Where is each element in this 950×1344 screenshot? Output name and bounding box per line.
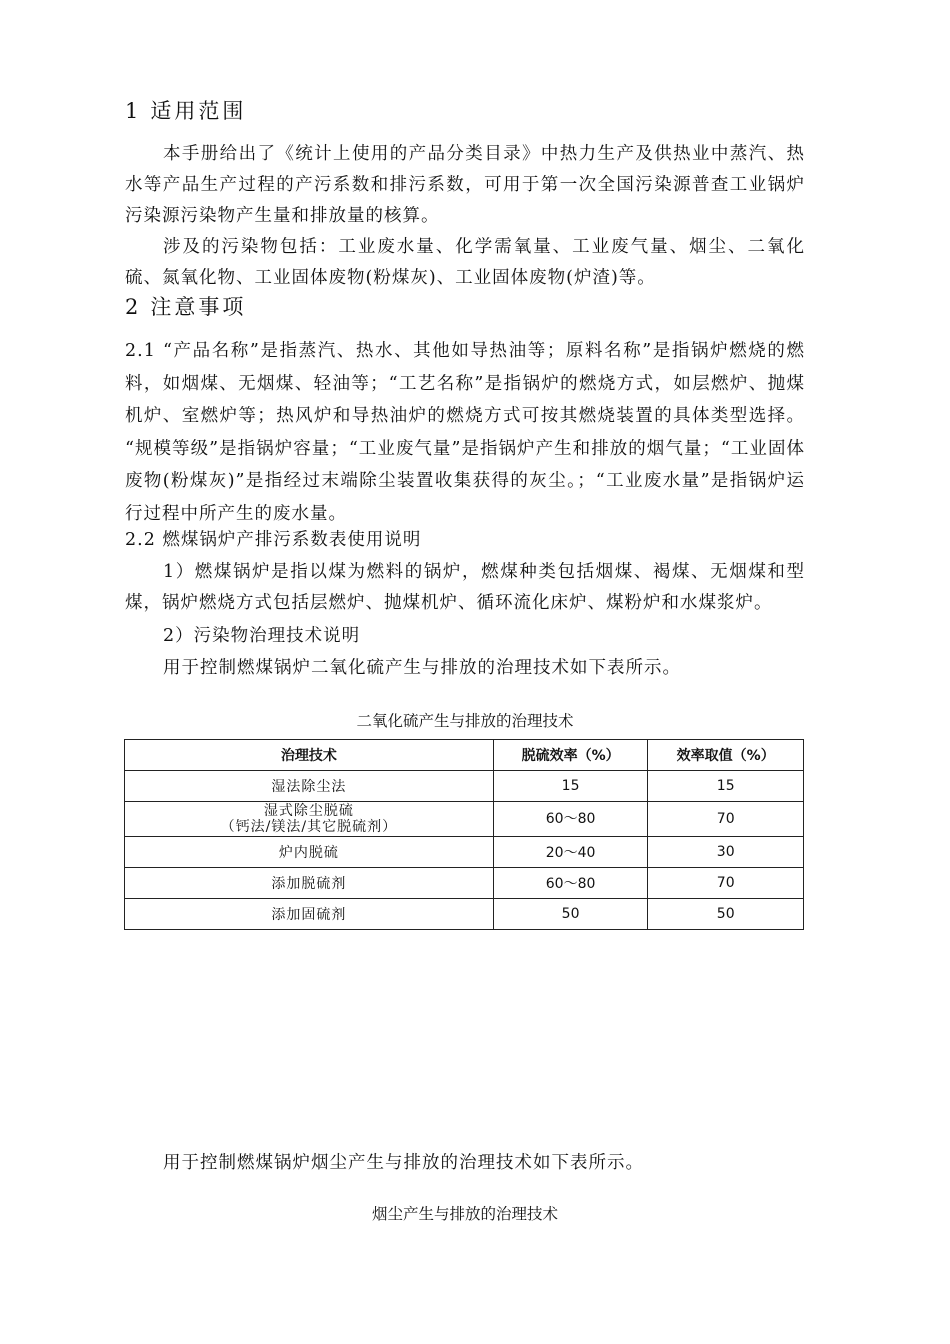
- treatment-name: 炉内脱硫: [125, 837, 494, 868]
- table-1-caption: 二氧化硫产生与排放的治理技术: [356, 712, 574, 730]
- section-2-2-heading: 2.2 燃煤锅炉产排污系数表使用说明: [125, 530, 422, 550]
- header-efficiency: 脱硫效率（%）: [493, 740, 648, 771]
- treatment-name-detail: （钙法/镁法/其它脱硫剂）: [220, 819, 398, 835]
- table-row: [125, 771, 804, 802]
- section-1-title: 适用范围: [150, 99, 247, 123]
- table-1-intro: 用于控制燃煤锅炉二氧化硫产生与排放的治理技术如下表所示。: [163, 658, 681, 678]
- section-2-number: 2: [125, 295, 139, 319]
- table-row: [125, 802, 804, 837]
- section-2-heading: [125, 294, 246, 320]
- treatment-name: 湿法除尘法: [125, 771, 494, 802]
- table-2-caption: 烟尘产生与排放的治理技术: [371, 1205, 558, 1223]
- treatment-name: 添加固硫剂: [125, 899, 494, 930]
- value-cell: 70: [648, 802, 804, 837]
- table-row: [125, 837, 804, 868]
- sulfur-dioxide-treatment-table: [124, 739, 804, 930]
- section-1-paragraph-2: 涉及的污染物包括：工业废水量、化学需氧量、工业废气量、烟尘、二氧化硫、氮氧化物、工业固体废物(粉煤灰)、工业固体废物(炉渣)等。: [125, 237, 805, 288]
- section-2-1-paragraph: 2.1 “产品名称”是指蒸汽、热水、其他如导热油等；原料名称”是指锅炉燃烧的燃料，如烟煤、无烟煤、轻油等；“工艺名称”是指锅炉的燃烧方式，如层燃炉、抛煤机炉、室燃炉等；热风炉和导热油炉的燃烧方式可按其燃烧装置的具体类型选择。 “规模等级”是指锅炉容量；“工业废气量”是指锅炉产生和排放的烟气量；“工业固体废物(粉煤灰)”是指经过末端除尘装置收集获得的灰尘。；“工业废水量”是指锅炉运行过程中所产生的废水量。: [125, 341, 805, 524]
- table-header-row: [125, 740, 804, 771]
- treatment-name: 添加脱硫剂: [125, 868, 494, 899]
- list-item-2: 2）污染物治理技术说明: [163, 626, 361, 646]
- table-2-intro: 用于控制燃煤锅炉烟尘产生与排放的治理技术如下表所示。: [163, 1153, 644, 1173]
- efficiency-cell: 15: [493, 771, 648, 802]
- section-2-title: 注意事项: [150, 295, 247, 319]
- efficiency-cell: 20～40: [493, 837, 648, 868]
- efficiency-cell: 60～80: [493, 868, 648, 899]
- section-1-heading: [125, 98, 246, 124]
- section-1-paragraph-1: 本手册给出了《统计上使用的产品分类目录》中热力生产及供热业中蒸汽、热水等产品生产过程的产污系数和排污系数，可用于第一次全国污染源普查工业锅炉污染源污染物产生量和排放量的核算。: [125, 144, 805, 226]
- value-cell: 15: [648, 771, 804, 802]
- efficiency-cell: 60～80: [493, 802, 648, 837]
- value-cell: 70: [648, 868, 804, 899]
- header-treatment: 治理技术: [125, 740, 494, 771]
- treatment-name-cell: [125, 802, 494, 837]
- list-item-1: 1）燃煤锅炉是指以煤为燃料的锅炉，燃煤种类包括烟煤、褐煤、无烟煤和型煤，锅炉燃烧方式包括层燃炉、抛煤机炉、循环流化床炉、煤粉炉和水煤浆炉。: [125, 562, 805, 613]
- value-cell: 30: [648, 837, 804, 868]
- value-cell: 50: [648, 899, 804, 930]
- header-value: 效率取值（%）: [648, 740, 804, 771]
- section-1-number: 1: [125, 99, 139, 123]
- treatment-name: 湿式除尘脱硫: [263, 803, 354, 819]
- efficiency-cell: 50: [493, 899, 648, 930]
- table-row: [125, 868, 804, 899]
- table-row: [125, 899, 804, 930]
